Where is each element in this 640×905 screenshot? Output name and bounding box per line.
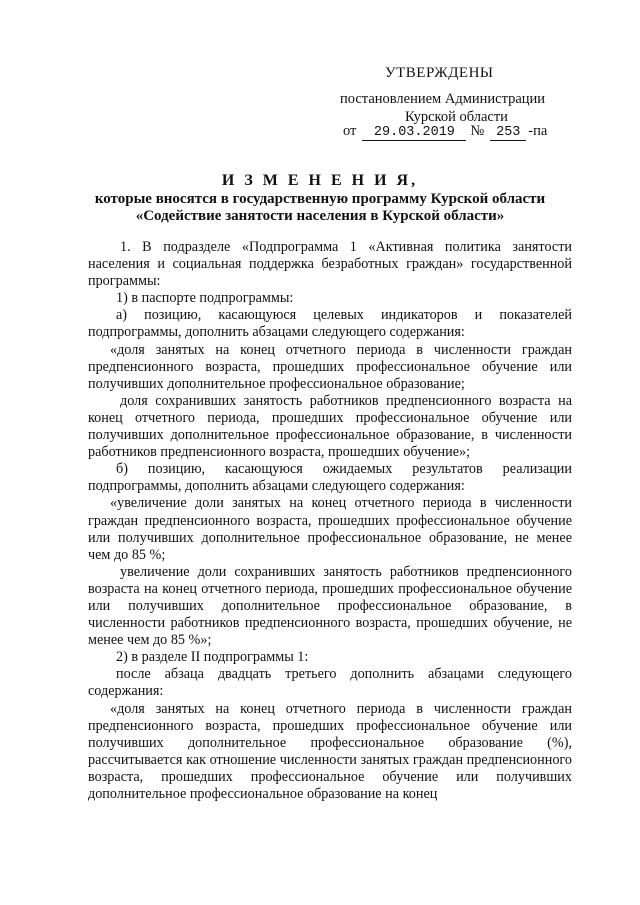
paragraph-1: 1. В подразделе «Подпрограмма 1 «Активная политика занятости населения и социальная поддержка безработных граждан» государственной программы:: [88, 239, 572, 290]
approval-line-2: Курской области: [405, 109, 508, 125]
approval-number: 253: [490, 125, 526, 141]
document-body: [88, 239, 572, 803]
number-label: №: [470, 123, 485, 139]
paragraph-10: после абзаца двадцать третьего дополнить абзацами следующего содержания:: [88, 666, 572, 700]
document-subtitle-2: «Содействие занятости населения в Курской области»: [135, 208, 505, 224]
paragraph-6: б) позицию, касающуюся ожидаемых результатов реализации подпрограммы, дополнить абзацами следующего содержания:: [88, 461, 572, 495]
approval-date: 29.03.2019: [362, 125, 466, 141]
approval-title: УТВЕРЖДЕНЫ: [385, 65, 494, 81]
paragraph-11: «доля занятых на конец отчетного периода в численности граждан предпенсионного возраста, прошедших профессиональное обучение или получивших дополнительное профессиональное образование (%), рассчитывается как отношение численности занятых граждан предпенсионного возраста, прошедших профессиональное обучение или получивших дополнительное профессиональное образование на конец: [88, 700, 572, 802]
paragraph-8: увеличение доли сохранивших занятость работников предпенсионного возраста на конец отчетного периода, прошедших профессиональное обучение или получивших дополнительное профессиональное образование, в численности работников предпенсионного возраста, прошедших обучение, не менее чем до 85 %»;: [88, 563, 572, 649]
paragraph-7: «увеличение доли занятых на конец отчетного периода в численности граждан предпенсионного возраста, прошедших профессиональное обучение или получивших дополнительное профессиональное образование, не менее чем до 85 %;: [88, 495, 572, 563]
approval-line-1: постановлением Администрации: [340, 91, 546, 107]
paragraph-4: «доля занятых на конец отчетного периода в численности граждан предпенсионного возраста, прошедших профессиональное обучение или получивших дополнительное профессиональное образование;: [88, 341, 572, 392]
document-title: И З М Е Н Е Н И Я,: [221, 172, 419, 189]
number-suffix: -па: [528, 123, 548, 139]
document-subtitle-1: которые вносятся в государственную программу Курской области: [94, 191, 546, 207]
paragraph-5: доля сохранивших занятость работников предпенсионного возраста на конец отчетного периода, прошедших профессиональное обучение или получивших дополнительное профессиональное образование, в численности работников предпенсионного возраста, прошедших обучение»;: [88, 392, 572, 461]
paragraph-2: 1) в паспорте подпрограммы:: [116, 290, 294, 307]
approval-date-line: [343, 122, 547, 141]
from-label: от: [343, 123, 357, 139]
paragraph-9: 2) в разделе II подпрограммы 1:: [116, 649, 309, 666]
paragraph-3: а) позицию, касающуюся целевых индикаторов и показателей подпрограммы, дополнить абзацами следующего содержания:: [88, 307, 572, 341]
